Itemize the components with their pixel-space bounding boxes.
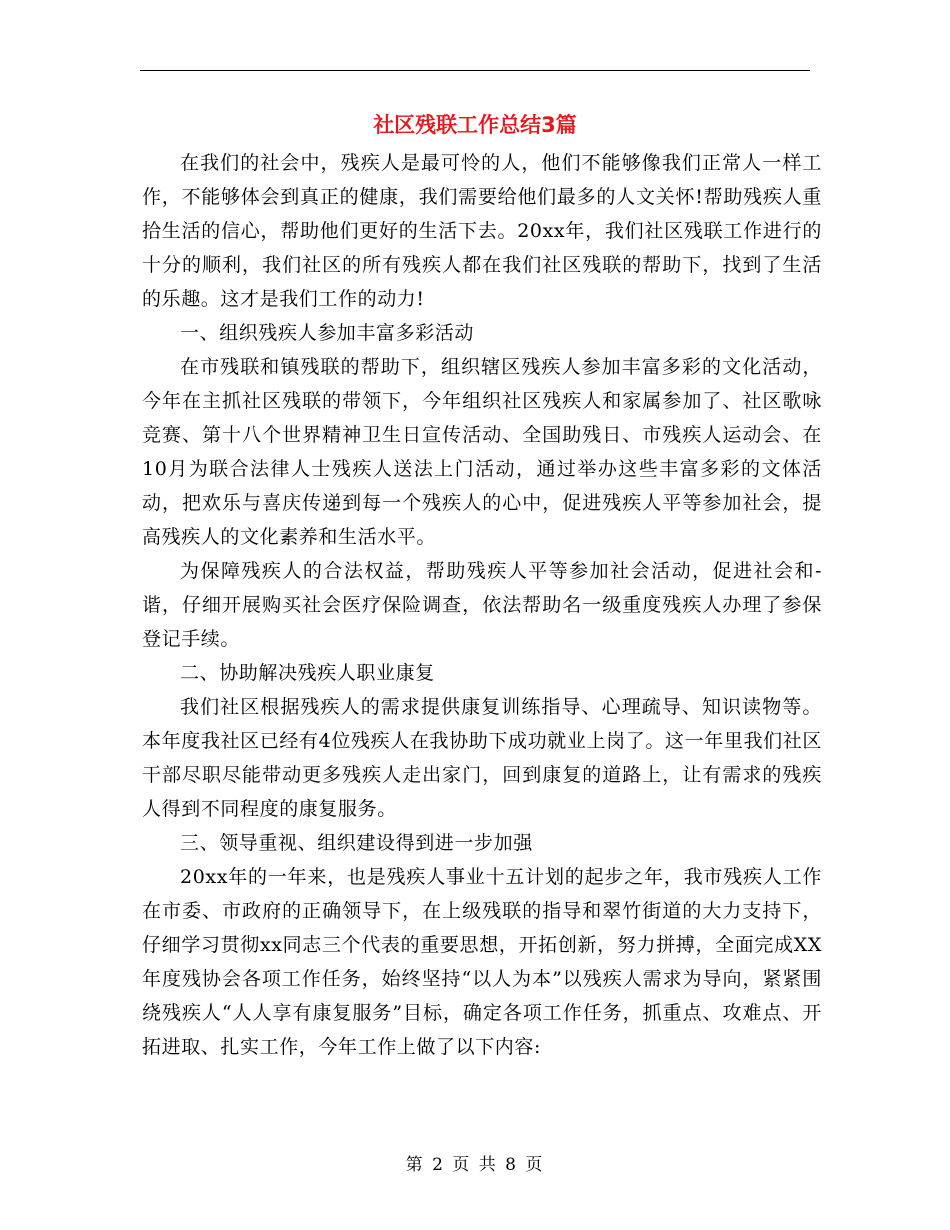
paragraph-intro: 在我们的社会中，残疾人是最可怜的人，他们不能够像我们正常人一样工作，不能够体会到真正的健康，我们需要给他们最多的人文关怀!帮助残疾人重拾生活的信心，帮助他们更好的生活下去。20xx年，我们社区残联工作进行的十分的顺利，我们社区的所有残疾人都在我们社区残联的帮助下，找到了生活的乐趣。这才是我们工作的动力! <box>142 152 822 310</box>
section-heading-1: 一、组织残疾人参加丰富多彩活动 <box>180 322 475 344</box>
document-title: 社区残联工作总结3篇 <box>373 113 577 137</box>
section-heading-3: 三、领导重视、组织建设得到进一步加强 <box>180 832 533 854</box>
paragraph-rights: 为保障残疾人的合法权益，帮助残疾人平等参加社会活动，促进社会和-谐，仔细开展购买社会医疗保险调查，依法帮助名一级重度残疾人办理了参保登记手续。 <box>142 560 822 650</box>
paragraph-activities: 在市残联和镇残联的帮助下，组织辖区残疾人参加丰富多彩的文化活动，今年在主抓社区残联的带领下，今年组织社区残疾人和家属参加了、社区歌咏竞赛、第十八个世界精神卫生日宣传活动、全国助残日、市残疾人运动会、在10月为联合法律人士残疾人送法上门活动，通过举办这些丰富多彩的文体活动，把欢乐与喜庆传递到每一个残疾人的心中，促进残疾人平等参加社会，提高残疾人的文化素养和生活水平。 <box>142 356 822 548</box>
paragraph-leadership: 20xx年的一年来，也是残疾人事业十五计划的起步之年，我市残疾人工作在市委、市政府的正确领导下，在上级残联的指导和翠竹街道的大力支持下，仔细学习贯彻xx同志三个代表的重要思想，开拓创新，努力拼搏，全面完成XX年度残协会各项工作任务，始终坚持“以人为本”以残疾人需求为导向，紧紧围绕残疾人“人人享有康复服务”目标，确定各项工作任务，抓重点、攻难点、开拓进取、扎实工作，今年工作上做了以下内容: <box>142 866 822 1058</box>
page-footer: 第 2 页 共 8 页 <box>405 1155 545 1175</box>
header-rule <box>140 70 810 71</box>
paragraph-rehab: 我们社区根据残疾人的需求提供康复训练指导、心理疏导、知识读物等。本年度我社区已经有4位残疾人在我协助下成功就业上岗了。这一年里我们社区干部尽职尽能带动更多残疾人走出家门，回到康复的道路上，让有需求的残疾人得到不同程度的康复服务。 <box>142 696 822 820</box>
section-heading-2: 二、协助解决残疾人职业康复 <box>180 662 435 684</box>
document-body <box>142 146 822 1064</box>
